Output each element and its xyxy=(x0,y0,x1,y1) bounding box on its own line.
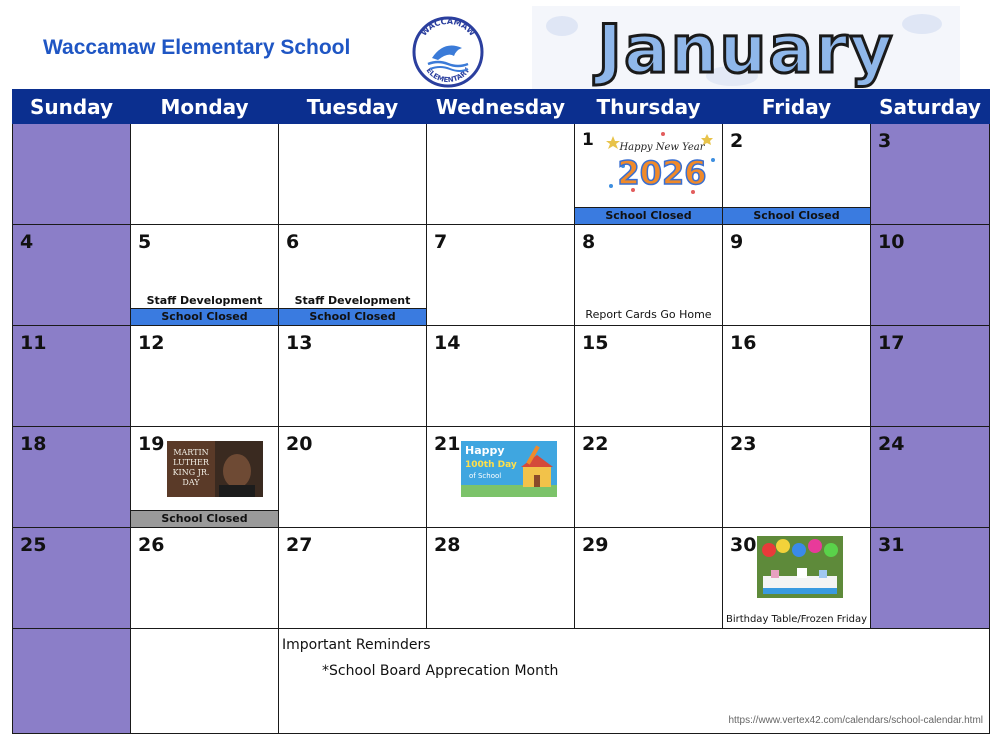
weekday-thursday: Thursday xyxy=(575,90,723,124)
week-row xyxy=(13,326,990,427)
mlk-line-3: KING JR. xyxy=(172,468,210,477)
day-cell xyxy=(723,326,871,427)
school-closed-bar: School Closed xyxy=(131,510,278,527)
day-cell xyxy=(279,326,427,427)
day-number: 1 xyxy=(582,130,594,150)
day-number: 27 xyxy=(286,534,313,556)
day-number: 12 xyxy=(138,332,165,354)
day-cell xyxy=(575,124,723,225)
day-number: 26 xyxy=(138,534,165,556)
happy-new-year-image xyxy=(603,126,721,202)
day-cell xyxy=(723,124,871,225)
mlk-day-image xyxy=(167,441,263,497)
day-number: 4 xyxy=(20,231,34,253)
day-number: 29 xyxy=(582,534,609,556)
day-cell xyxy=(427,124,575,225)
day-cell xyxy=(13,528,131,629)
new-year-number: 2026 xyxy=(617,154,707,192)
mlk-line-4: DAY xyxy=(182,478,200,487)
day-cell xyxy=(575,326,723,427)
day-cell xyxy=(279,124,427,225)
school-closed-bar: School Closed xyxy=(723,207,870,224)
staff-development-label: Staff Development xyxy=(294,294,411,307)
weekday-friday: Friday xyxy=(723,90,871,124)
day-cell xyxy=(131,326,279,427)
day-cell xyxy=(427,528,575,629)
weekday-tuesday: Tuesday xyxy=(279,90,427,124)
day-cell xyxy=(871,528,990,629)
school-closed-bar: School Closed xyxy=(575,207,722,224)
day-cell xyxy=(871,427,990,528)
day-cell xyxy=(13,427,131,528)
week-row xyxy=(13,225,990,326)
day-cell xyxy=(131,427,279,528)
day-cell xyxy=(131,124,279,225)
month-word-art xyxy=(532,6,960,90)
calendar-grid xyxy=(12,89,990,734)
day-cell xyxy=(131,528,279,629)
day-cell xyxy=(279,427,427,528)
mlk-line-2: LUTHER xyxy=(173,458,209,467)
birthday-note: Birthday Table/Frozen Friday xyxy=(725,614,868,625)
reminders-side-cell xyxy=(13,629,131,734)
reminders-title: Important Reminders xyxy=(282,637,431,653)
logo-text-top: WACCAMAW xyxy=(419,16,477,38)
new-year-caption: Happy New Year xyxy=(619,142,705,153)
day-number: 17 xyxy=(878,332,905,354)
day-cell xyxy=(279,225,427,326)
day-number: 9 xyxy=(730,231,744,253)
month-banner xyxy=(532,6,960,90)
day-cell xyxy=(871,225,990,326)
100th-day-image xyxy=(461,441,557,497)
day-number: 28 xyxy=(434,534,461,556)
day-number: 2 xyxy=(730,130,744,152)
day-number: 22 xyxy=(582,433,609,455)
week-row xyxy=(13,427,990,528)
day-cell xyxy=(871,326,990,427)
reminders-blank-cell xyxy=(131,629,279,734)
weekday-sunday: Sunday xyxy=(13,90,131,124)
school-logo xyxy=(408,14,488,90)
day-number: 11 xyxy=(20,332,47,354)
weekday-header-row xyxy=(13,90,990,124)
day-number: 21 xyxy=(434,433,461,455)
day-cell xyxy=(871,124,990,225)
school-closed-bar: School Closed xyxy=(279,308,426,325)
day-cell xyxy=(427,326,575,427)
day-cell xyxy=(279,528,427,629)
100th-line-1: Happy xyxy=(465,444,505,457)
staff-development-label: Staff Development xyxy=(146,294,263,307)
day-number: 25 xyxy=(20,534,47,556)
reminders-row xyxy=(13,629,990,734)
month-title: January xyxy=(597,11,895,88)
reminders-item: *School Board Apprecation Month xyxy=(322,663,559,679)
day-number: 19 xyxy=(138,433,165,455)
day-number: 10 xyxy=(878,231,905,253)
day-cell xyxy=(131,225,279,326)
day-cell xyxy=(723,528,871,629)
reminders-cell xyxy=(279,629,990,734)
day-cell xyxy=(427,225,575,326)
week-row xyxy=(13,124,990,225)
day-number: 23 xyxy=(730,433,757,455)
week-row xyxy=(13,528,990,629)
day-number: 13 xyxy=(286,332,313,354)
day-cell xyxy=(13,124,131,225)
day-cell xyxy=(575,528,723,629)
day-number: 30 xyxy=(730,534,757,556)
day-number: 16 xyxy=(730,332,757,354)
day-cell xyxy=(575,225,723,326)
day-number: 24 xyxy=(878,433,905,455)
day-number: 8 xyxy=(582,231,596,253)
day-cell xyxy=(13,326,131,427)
day-cell xyxy=(723,427,871,528)
day-number: 18 xyxy=(20,433,47,455)
day-number: 6 xyxy=(286,231,300,253)
day-number: 14 xyxy=(434,332,461,354)
school-closed-bar: School Closed xyxy=(131,308,278,325)
day-cell xyxy=(13,225,131,326)
school-name: Waccamaw Elementary School xyxy=(43,36,351,59)
day-number: 5 xyxy=(138,231,152,253)
mlk-line-1: MARTIN xyxy=(173,448,209,457)
day-number: 31 xyxy=(878,534,905,556)
weekday-monday: Monday xyxy=(131,90,279,124)
day-cell xyxy=(427,427,575,528)
weekday-wednesday: Wednesday xyxy=(427,90,575,124)
birthday-balloons-image xyxy=(757,536,843,598)
logo-text-bottom: ELEMENTARY xyxy=(424,66,472,85)
footer-url[interactable]: https://www.vertex42.com/calendars/school-calendar.html xyxy=(728,715,983,726)
report-cards-note: Report Cards Go Home xyxy=(585,308,712,321)
day-number: 15 xyxy=(582,332,609,354)
day-cell xyxy=(723,225,871,326)
day-cell xyxy=(575,427,723,528)
day-number: 20 xyxy=(286,433,313,455)
day-number: 7 xyxy=(434,231,448,253)
100th-line-2: 100th Day xyxy=(465,460,517,470)
weekday-saturday: Saturday xyxy=(871,90,990,124)
100th-line-3: of School xyxy=(469,472,502,480)
day-number: 3 xyxy=(878,130,892,152)
